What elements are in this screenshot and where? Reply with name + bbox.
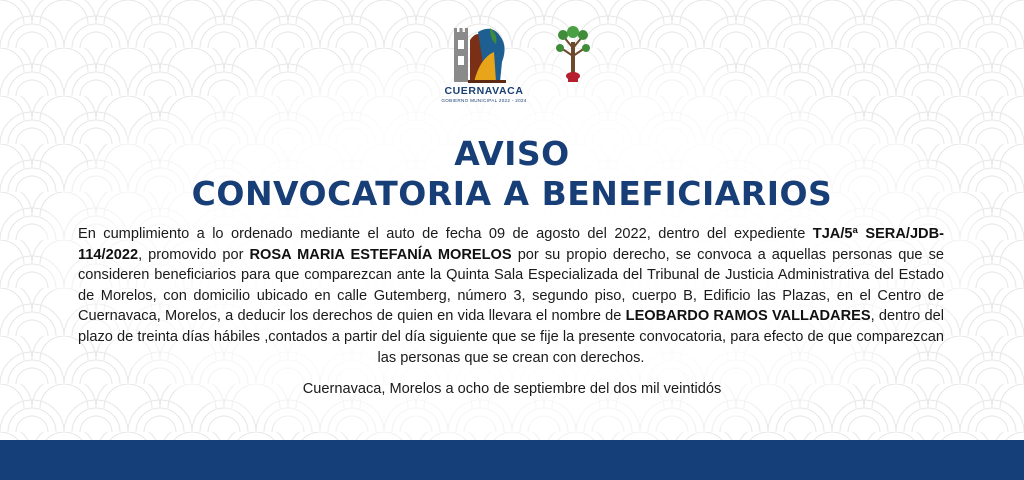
notice-subtitle: CONVOCATORIA A BENEFICIARIOS <box>191 174 833 213</box>
promoter-name: ROSA MARIA ESTEFANÍA MORELOS <box>249 246 512 263</box>
city-name: CUERNAVACA <box>444 85 524 97</box>
notice-text-part: por su propio derecho, se convoca a aquellas personas que se consideren beneficiarios para que comparezcan ante la Quinta Sala Especializada del Tribunal de Justicia Administrativa del Estado de Morelos, con domicilio ubicado en calle Gutemberg, número 3, segundo piso, cuerpo B, Edificio las Plazas, en el Centro de Cuernavaca, Morelos, a deducir los derechos de quien en vida llevara el nombre de <box>78 246 944 325</box>
cuernavaca-logo <box>434 18 534 108</box>
footer-bar <box>0 440 1024 480</box>
tree-emblem <box>553 26 593 86</box>
place-and-date: Cuernavaca, Morelos a ocho de septiembre del dos mil veintidós <box>302 381 722 397</box>
city-subtitle: GOBIERNO MUNICIPAL 2022 - 2024 <box>441 98 527 103</box>
cuernavaca-tower-logo-icon <box>434 18 534 84</box>
notice-text-part: , promovido por <box>138 246 250 263</box>
header-logos <box>0 18 1024 108</box>
case-number: TJA/5ª SERA/JDB-114/2022 <box>78 226 944 263</box>
deceased-name: LEOBARDO RAMOS VALLADARES <box>625 308 871 325</box>
notice-body <box>78 224 944 368</box>
notice-text-part: , dentro del plazo de treinta días hábiles ,contados a partir del día siguiente que se fije la presente convocatoria, para efecto de que comparezcan las personas que se crean con derechos. <box>78 308 944 366</box>
tree-emblem-icon <box>553 26 593 86</box>
notice-title: AVISO <box>454 134 570 173</box>
notice-text-part: En cumplimiento a lo ordenado mediante el auto de fecha 09 de agosto del 2022, dentro del expediente <box>78 226 813 242</box>
